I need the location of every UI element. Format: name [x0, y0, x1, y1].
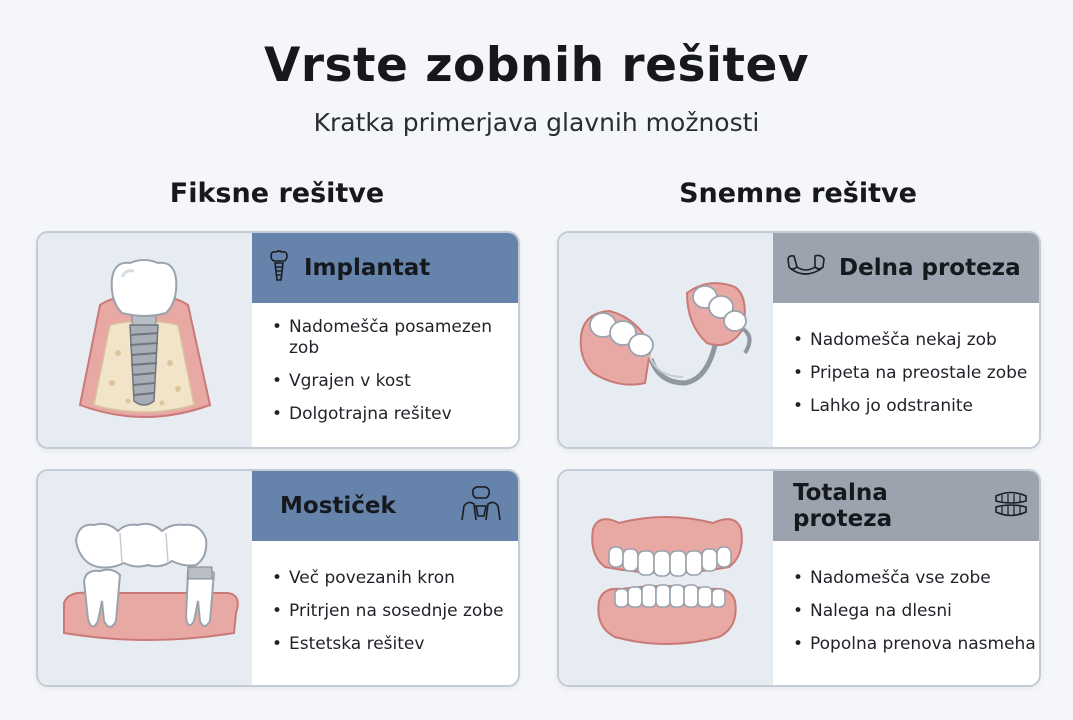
- partial-denture-illustration-icon: [559, 233, 773, 447]
- implant-illustration-icon: [38, 233, 252, 447]
- list-item: • Lahko jo odstranite: [793, 396, 1039, 417]
- full-denture-illustration-icon: [559, 471, 773, 685]
- page-subtitle: Kratka primerjava glavnih možnosti: [313, 108, 760, 137]
- card-implant: [36, 231, 520, 449]
- implant-illustration: [38, 233, 252, 447]
- list-item: • Nadomešča posamezen zob: [272, 317, 504, 359]
- card-full-denture: [557, 469, 1041, 687]
- card-implant-title: Implantat: [304, 255, 431, 281]
- card-partial-denture-title: Delna proteza: [839, 255, 1021, 281]
- card-bridge-title: Mostiček: [280, 493, 396, 519]
- full-denture-illustration: [559, 471, 773, 685]
- card-implant-header: [252, 233, 518, 303]
- list-item: • Popolna prenova nasmeha: [793, 634, 1039, 655]
- card-bridge-list: [252, 541, 518, 685]
- list-item: • Nadomešča nekaj zob: [793, 330, 1039, 351]
- list-item: • Estetska rešitev: [272, 634, 518, 655]
- list-item: • Dolgotrajna rešitev: [272, 404, 518, 425]
- list-item: • Pripeta na preostale zobe: [793, 363, 1039, 384]
- card-bridge-header: [252, 471, 518, 541]
- card-implant-list: [252, 303, 518, 447]
- list-item: • Nalega na dlesni: [793, 601, 1039, 622]
- column-heading-removable: Snemne rešitve: [679, 178, 917, 209]
- list-item: • Nadomešča vse zobe: [793, 568, 1039, 589]
- card-partial-denture: [557, 231, 1041, 449]
- card-full-denture-header: [773, 471, 1039, 541]
- list-item: • Več povezanih kron: [272, 568, 518, 589]
- implant-icon: [268, 249, 290, 287]
- card-full-denture-list: [773, 541, 1039, 685]
- bridge-illustration-icon: [38, 471, 252, 685]
- partial-denture-icon: [783, 251, 829, 285]
- partial-denture-illustration: [559, 233, 773, 447]
- list-item: • Pritrjen na sosednje zobe: [272, 601, 518, 622]
- card-partial-denture-list: [773, 303, 1039, 447]
- card-bridge: [36, 469, 520, 687]
- card-partial-denture-header: [773, 233, 1039, 303]
- list-item: • Vgrajen v kost: [272, 371, 518, 392]
- bridge-illustration: [38, 471, 252, 685]
- page-title: Vrste zobnih rešitev: [263, 38, 810, 93]
- card-full-denture-title: Totalna proteza: [793, 480, 893, 532]
- bridge-icon: [458, 484, 504, 528]
- full-denture-icon: [993, 489, 1029, 523]
- column-heading-fixed: Fiksne rešitve: [169, 178, 385, 209]
